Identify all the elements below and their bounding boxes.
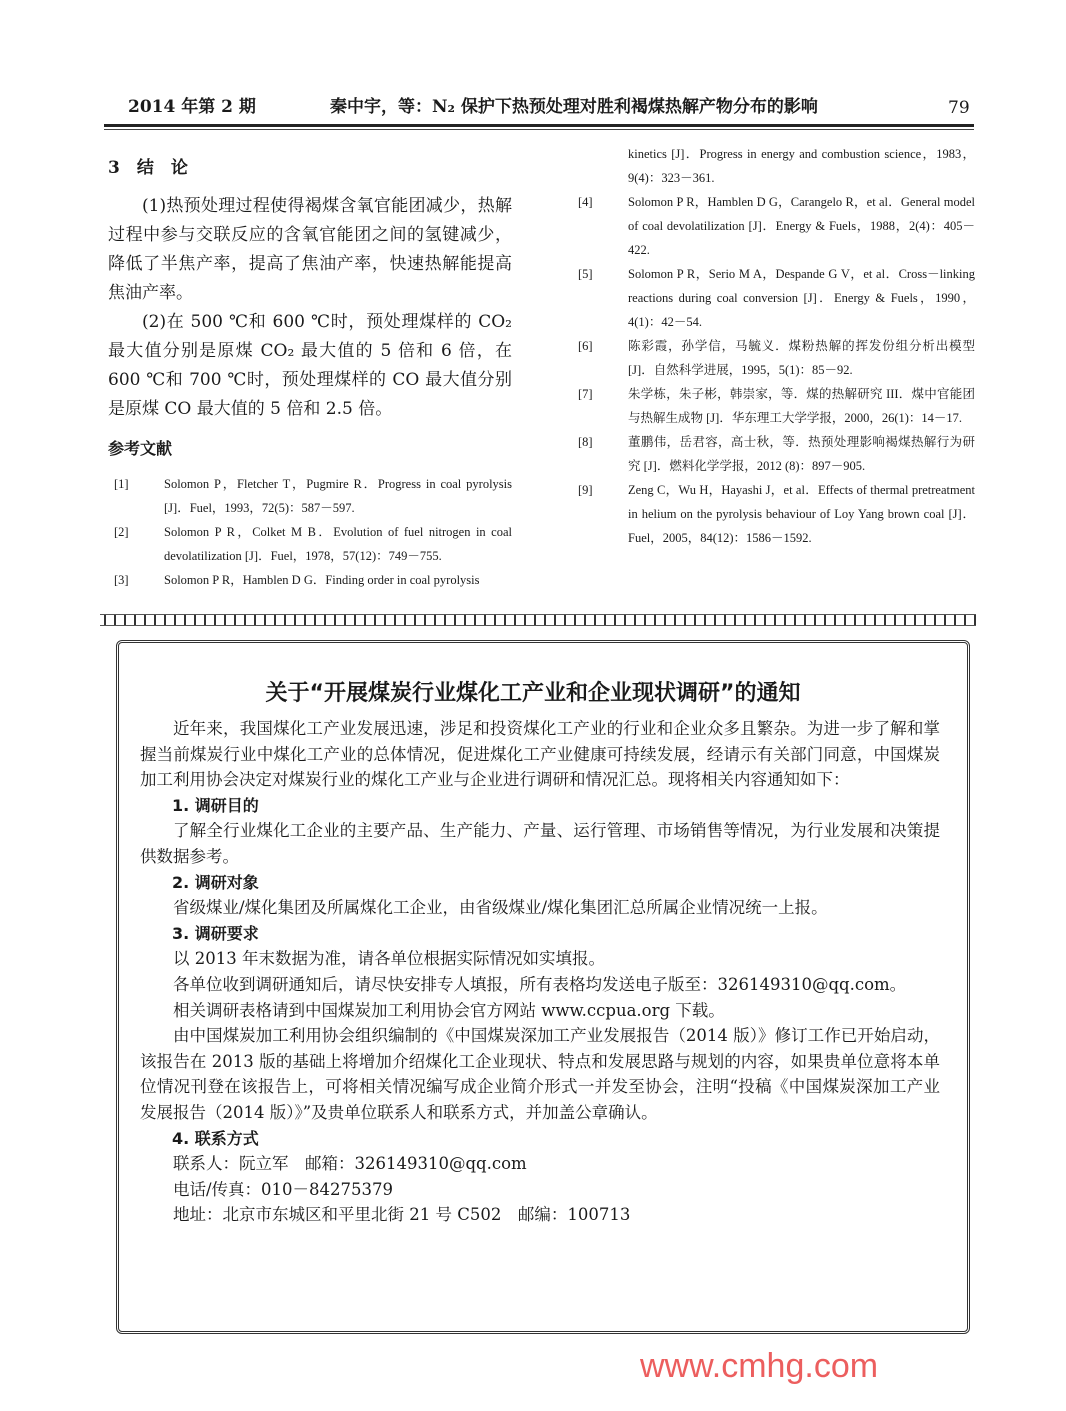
reference-number: [5] xyxy=(578,267,593,281)
notice-subheading: 4. 联系方式 xyxy=(172,1128,259,1148)
references-heading: 参考文献 xyxy=(108,439,173,458)
conclusion-paragraph: (2)在 500 ℃和 600 ℃时，预处理煤样的 CO₂ 最大值分别是原煤 CO₂ 最大值的 5 倍和 6 倍，在 600 ℃和 700 ℃时，预处理煤样的 CO 最大值分别是原煤 CO 最大值的 5 倍和 2.5 倍。 xyxy=(108,312,512,419)
notice-intro: 近年来，我国煤化工产业发展迅速，涉足和投资煤化工产业的行业和企业众多且繁杂。为进一步了解和掌握当前煤炭行业中煤化工产业的总体情况，促进煤化工产业健康可持续发展，经请示有关部门同意，中国煤炭加工利用协会决定对煤炭行业的煤化工产业与企业进行调研和情况汇总。现将相关内容通知如下： xyxy=(140,719,940,790)
notice-subheading: 1. 调研目的 xyxy=(172,795,259,815)
notice-paragraph: 由中国煤炭加工利用协会组织编制的《中国煤炭深加工产业发展报告（2014 版）》修订工作已开始启动，该报告在 2013 版的基础上将增加介绍煤化工企业现状、特点和发展思路与规划的内容，如果贵单位意将本单位情况刊登在该报告上，可将相关情况编写成企业简介形式一并发至协会，注明“投稿《中国煤炭深加工产业发展报告（2014 版）》”及贵单位联系人和联系方式，并加盖公章确认。 xyxy=(140,1026,940,1122)
conclusion-paragraph: (1)热预处理过程使得褐煤含氧官能团减少，热解过程中参与交联反应的含氧官能团之间的氢键减少，降低了半焦产率，提高了焦油产率，快速热解能提高焦油产率。 xyxy=(108,196,512,303)
reference-number: [3] xyxy=(114,573,129,587)
reference-item xyxy=(578,334,975,382)
contact-phone: 电话/传真：010－84275379 xyxy=(173,1179,394,1199)
notice-subheading: 2. 调研对象 xyxy=(172,872,259,892)
reference-number: [2] xyxy=(114,525,129,539)
wavy-divider xyxy=(100,614,976,626)
reference-text: Solomon P R，Serio M A，Despande G V，et al．Cross－linking reactions during coal conversion [J]．Energy & Fuels，1990，4(1)：42－54. xyxy=(628,267,975,329)
reference-item xyxy=(578,382,975,430)
reference-text: 朱学栋，朱子彬，韩崇家，等．煤的热解研究 III．煤中官能团与热解生成物 [J]．华东理工大学学报，2000，26(1)：14－17. xyxy=(628,387,975,425)
reference-text: Solomon P R，Hamblen D G，Carangelo R，et al．General model of coal devolatilization [J]．Energy & Fuels，1988，2(4)：405－422. xyxy=(628,195,975,257)
reference-number: [8] xyxy=(578,435,593,449)
reference-item xyxy=(578,262,975,334)
notice-title: 关于“开展煤炭行业煤化工产业和企业现状调研”的通知 xyxy=(265,681,801,706)
reference-text: Solomon P R，Hamblen D G．Finding order in coal pyrolysis xyxy=(164,573,480,587)
issue-label: 2014 年第 2 期 xyxy=(128,97,256,117)
reference-text: kinetics [J]．Progress in energy and combustion science，1983，9(4)：323－361. xyxy=(628,147,975,185)
reference-number: [6] xyxy=(578,339,593,353)
reference-number: [7] xyxy=(578,387,593,401)
reference-item xyxy=(114,568,512,592)
references-left xyxy=(108,472,512,592)
left-column xyxy=(108,156,512,592)
reference-item xyxy=(114,472,512,520)
notice-paragraph: 相关调研表格请到中国煤炭加工利用协会官方网站 www.ccpua.org 下载。 xyxy=(173,1000,725,1020)
running-title: 秦中宇，等：N₂ 保护下热预处理对胜利褐煤热解产物分布的影响 xyxy=(330,97,818,117)
reference-text: 董鹏伟，岳君容，高士秋，等．热预处理影响褐煤热解行为研究 [J]．燃料化学学报，2012 (8)：897－905. xyxy=(628,435,975,473)
references-right xyxy=(578,142,975,550)
reference-item xyxy=(578,190,975,262)
reference-text: Solomon P，Fletcher T，Pugmire R．Progress in coal pyrolysis [J]．Fuel，1993，72(5)：587－597. xyxy=(164,477,512,515)
reference-item xyxy=(114,520,512,568)
page-number: 79 xyxy=(948,98,970,118)
reference-continuation xyxy=(578,142,975,190)
contact-address: 地址：北京市东城区和平里北街 21 号 C502 邮编：100713 xyxy=(173,1205,631,1225)
reference-number: [9] xyxy=(578,483,593,497)
reference-text: Solomon P R，Colket M B．Evolution of fuel nitrogen in coal devolatilization [J]．Fuel，1978，57(12)：749－755. xyxy=(164,525,512,563)
watermark: www.cmhg.com xyxy=(640,1347,879,1385)
notice-paragraph: 省级煤业/煤化集团及所属煤化工企业，由省级煤业/煤化集团汇总所属企业情况统一上报。 xyxy=(173,898,828,918)
notice-body xyxy=(140,716,940,1228)
contact-person: 联系人：阮立军 邮箱：326149310@qq.com xyxy=(173,1154,527,1174)
notice-subheading: 3. 调研要求 xyxy=(172,923,259,943)
notice-paragraph: 以 2013 年末数据为准，请各单位根据实际情况如实填报。 xyxy=(173,949,605,969)
header-rule xyxy=(104,124,974,127)
reference-text: 陈彩霞，孙学信，马毓义．煤粉热解的挥发份组分析出模型 [J]．自然科学进展，1995，5(1)：85－92. xyxy=(628,339,975,377)
header-rule-thin xyxy=(104,129,974,130)
reference-item xyxy=(578,430,975,478)
reference-item xyxy=(578,478,975,550)
reference-text: Zeng C，Wu H，Hayashi J，et al．Effects of thermal pretreatment in helium on the pyrolysis behaviour of Loy Yang brown coal [J]．Fuel，2005，84(12)：1586－1592. xyxy=(628,483,975,545)
reference-number: [4] xyxy=(578,195,593,209)
notice-paragraph: 了解全行业煤化工企业的主要产品、生产能力、产量、运行管理、市场销售等情况，为行业发展和决策提供数据参考。 xyxy=(140,821,940,866)
reference-number: [1] xyxy=(114,477,129,491)
section-heading: 3 结 论 xyxy=(108,158,188,178)
notice-paragraph: 各单位收到调研通知后，请尽快安排专人填报，所有表格均发送电子版至：326149310@qq.com。 xyxy=(173,974,907,994)
